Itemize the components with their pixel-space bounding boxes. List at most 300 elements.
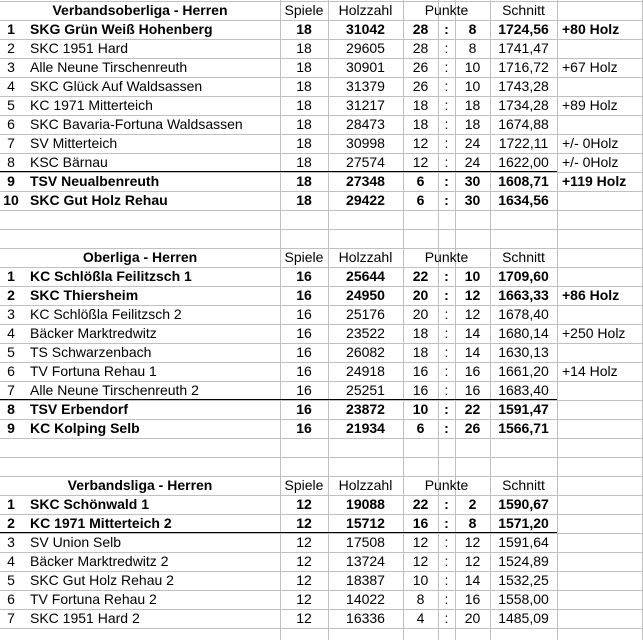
table-row [0,590,643,609]
points-minus-cell: 2 [468,496,477,512]
section-title: Verbandsliga - Herren [67,477,213,493]
rank-cell: 3 [7,534,15,550]
points-minus-cell: 26 [464,420,481,436]
extra-holz-cell: +89 Holz [562,97,618,113]
points-colon: : [444,173,449,189]
rank-cell: 3 [7,59,15,75]
table-row [0,400,643,419]
schnitt-cell: 1741,47 [498,40,549,56]
points-minus-cell: 12 [464,287,481,303]
schnitt-cell: 1566,71 [498,420,549,436]
extra-holz-cell: +250 Holz [562,325,626,341]
rank-cell: 6 [7,116,15,132]
points-plus-cell: 16 [412,382,429,398]
schnitt-cell: 1524,89 [498,553,549,569]
points-colon: : [444,287,449,303]
points-colon: : [444,420,449,436]
extra-holz-cell: +/- 0Holz [562,154,619,170]
gridline-h [0,58,643,59]
points-plus-cell: 4 [416,610,425,626]
schnitt-cell: 1571,20 [498,515,549,531]
extra-holz-cell: +/- 0Holz [562,135,619,151]
gridline-h [0,77,643,78]
holzzahl-cell: 21934 [346,420,385,436]
team-cell: TS Schwarzenbach [30,344,152,360]
extra-holz-cell: +67 Holz [562,59,618,75]
rank-cell: 2 [7,515,15,531]
points-colon: : [444,306,449,322]
points-plus-cell: 18 [412,116,429,132]
spiele-cell: 12 [296,610,312,626]
extra-holz-cell [562,267,643,286]
points-minus-cell: 10 [464,59,481,75]
points-plus-cell: 8 [416,591,425,607]
schnitt-cell: 1590,67 [498,496,549,512]
gridline-h [0,20,643,21]
points-colon: : [444,572,449,588]
gridline-h [0,362,643,363]
points-minus-cell: 18 [464,116,481,132]
gridline-h [0,39,643,40]
extra-holz-cell [562,419,643,438]
holzzahl-cell: 24950 [346,287,385,303]
spiele-cell: 12 [296,591,312,607]
table-row [0,134,643,153]
gridline-h [0,438,643,439]
table-row [0,324,643,343]
rank-cell: 6 [7,363,15,379]
team-cell: SKC Gut Holz Rehau [30,192,168,208]
points-colon: : [444,268,449,284]
gridline-h [0,172,643,173]
points-plus-cell: 26 [412,78,429,94]
holzzahl-cell: 30901 [346,59,385,75]
points-colon: : [444,553,449,569]
rank-cell: 1 [7,496,15,512]
table-row [0,115,643,134]
gridline-h [0,267,643,268]
team-cell: SKC Glück Auf Waldsassen [30,78,203,94]
rank-cell: 3 [7,306,15,322]
extra-holz-cell [562,39,643,58]
extra-holz-cell [562,590,643,609]
spiele-cell: 12 [296,572,312,588]
schnitt-cell: 1608,71 [498,173,549,189]
points-colon: : [444,344,449,360]
team-cell: SKC Thiersheim [30,287,139,303]
points-plus-cell: 16 [412,515,429,531]
schnitt-cell: 1485,09 [498,610,549,626]
spiele-cell: 18 [296,116,312,132]
schnitt-cell: 1683,40 [498,382,549,398]
points-minus-cell: 14 [464,344,481,360]
points-colon: : [444,610,449,626]
holzzahl-cell: 29422 [346,192,385,208]
points-plus-cell: 26 [412,59,429,75]
spiele-cell: 16 [296,325,312,341]
gridline-h [0,514,643,515]
spiele-cell: 18 [296,97,312,113]
points-minus-cell: 30 [464,173,481,189]
spiele-cell: 16 [296,287,312,303]
table-row [0,286,643,305]
points-plus-cell: 6 [416,173,425,189]
spiele-cell: 18 [296,135,312,151]
points-colon: : [444,78,449,94]
schnitt-cell: 1630,13 [498,344,549,360]
spiele-cell: 12 [296,515,312,531]
table-row [0,172,643,191]
gridline-h [0,96,643,97]
schnitt-cell: 1558,00 [498,591,549,607]
extra-holz-cell [562,400,643,419]
points-plus-cell: 6 [416,420,425,436]
rank-cell: 8 [7,154,15,170]
points-minus-cell: 12 [464,553,481,569]
rank-cell: 2 [7,287,15,303]
points-minus-cell: 22 [464,401,481,417]
table-row [0,571,643,590]
holzzahl-cell: 16336 [346,610,385,626]
points-colon: : [444,97,449,113]
table-row [0,77,643,96]
points-plus-cell: 18 [412,325,429,341]
schnitt-cell: 1734,28 [498,97,549,113]
spiele-cell: 18 [296,173,312,189]
table-row [0,58,643,77]
header-schnitt: Schnitt [502,249,545,265]
table-row [0,267,643,286]
rank-cell: 5 [7,97,15,113]
rank-cell: 6 [7,591,15,607]
gridline-h [0,419,643,420]
holzzahl-cell: 25644 [346,268,385,284]
gridline-h [0,590,643,591]
points-plus-cell: 22 [412,268,429,284]
team-cell: TV Fortuna Rehau 1 [30,363,157,379]
gridline-h [0,533,643,534]
team-cell: Bäcker Marktredwitz 2 [30,553,169,569]
header-punkte: Punkte [424,2,469,18]
points-minus-cell: 30 [464,192,481,208]
extra-holz-cell [562,514,643,533]
section-title: Oberliga - Herren [82,249,198,265]
table-row [0,20,643,39]
gridline-h [0,191,643,192]
spiele-cell: 18 [296,59,312,75]
schnitt-cell: 1634,56 [498,192,549,208]
gridline-h [0,400,643,401]
rank-cell: 7 [7,382,15,398]
holzzahl-cell: 23522 [346,325,385,341]
holzzahl-cell: 19088 [346,496,385,512]
extra-holz-cell: +14 Holz [562,363,618,379]
spiele-cell: 18 [296,192,312,208]
team-cell: KC Schlößla Feilitzsch 1 [30,268,192,284]
table-row [0,495,643,514]
spiele-cell: 12 [296,534,312,550]
header-spiele: Spiele [284,249,324,265]
points-colon: : [444,154,449,170]
spiele-cell: 16 [296,420,312,436]
schnitt-cell: 1591,47 [498,401,549,417]
rank-cell: 1 [7,21,15,37]
rank-cell: 7 [7,610,15,626]
points-minus-cell: 8 [468,40,477,56]
header-punkte: Punkte [424,477,469,493]
points-minus-cell: 14 [464,325,481,341]
points-plus-cell: 12 [412,534,429,550]
points-minus-cell: 16 [464,363,481,379]
team-cell: KC 1971 Mitterteich 2 [30,515,172,531]
rank-cell: 5 [7,572,15,588]
table-row [0,343,643,362]
table-row [0,609,643,628]
holzzahl-cell: 18387 [346,572,385,588]
holzzahl-cell: 14022 [346,591,385,607]
rank-cell: 8 [7,401,15,417]
extra-holz-cell [562,191,643,210]
holzzahl-cell: 25251 [346,382,385,398]
spiele-cell: 16 [296,268,312,284]
schnitt-cell: 1709,60 [498,268,549,284]
schnitt-cell: 1663,33 [498,287,549,303]
team-cell: SKC Gut Holz Rehau 2 [30,572,174,588]
extra-holz-cell [562,77,643,96]
rank-cell: 9 [7,420,15,436]
gridline-h [0,571,643,572]
gridline-h [0,324,643,325]
points-minus-cell: 20 [464,610,481,626]
points-colon: : [444,401,449,417]
extra-holz-cell [562,609,643,628]
team-cell: KC 1971 Mitterteich [30,97,153,113]
gridline-h [0,134,643,135]
schnitt-cell: 1674,88 [498,116,549,132]
points-plus-cell: 20 [412,306,429,322]
rank-cell: 10 [3,192,19,208]
points-colon: : [444,496,449,512]
points-minus-cell: 24 [464,135,481,151]
holzzahl-cell: 29605 [346,40,385,56]
holzzahl-cell: 24918 [346,363,385,379]
points-plus-cell: 18 [412,344,429,360]
spiele-cell: 12 [296,496,312,512]
holzzahl-cell: 26082 [346,344,385,360]
holzzahl-cell: 30998 [346,135,385,151]
spiele-cell: 12 [296,553,312,569]
points-plus-cell: 12 [412,553,429,569]
extra-holz-cell [562,552,643,571]
rank-cell: 2 [7,40,15,56]
team-cell: KSC Bärnau [30,154,108,170]
table-row [0,96,643,115]
extra-holz-cell [562,343,643,362]
points-colon: : [444,325,449,341]
points-plus-cell: 6 [416,192,425,208]
header-schnitt: Schnitt [502,2,545,18]
points-plus-cell: 18 [412,97,429,113]
points-minus-cell: 10 [464,78,481,94]
header-holzzahl: Holzzahl [338,249,393,265]
gridline-h [0,495,643,496]
section-header-row [0,476,643,495]
schnitt-cell: 1622,00 [498,154,549,170]
points-minus-cell: 16 [464,591,481,607]
table-row [0,552,643,571]
table-row [0,381,643,400]
table-row [0,514,643,533]
points-plus-cell: 10 [412,401,429,417]
schnitt-cell: 1661,20 [498,363,549,379]
extra-holz-cell [562,305,643,324]
points-minus-cell: 12 [464,306,481,322]
spiele-cell: 16 [296,382,312,398]
rank-cell: 4 [7,553,15,569]
points-minus-cell: 8 [468,21,477,37]
spiele-cell: 16 [296,363,312,379]
points-plus-cell: 22 [412,496,429,512]
points-colon: : [444,116,449,132]
schnitt-cell: 1591,64 [498,534,549,550]
gridline-h [0,381,643,382]
table-row [0,39,643,58]
header-spiele: Spiele [284,2,324,18]
header-holzzahl: Holzzahl [338,2,393,18]
team-cell: KC Kolping Selb [30,420,140,436]
points-minus-cell: 14 [464,572,481,588]
rank-cell: 7 [7,135,15,151]
schnitt-cell: 1716,72 [498,59,549,75]
spiele-cell: 18 [296,78,312,94]
gridline-h [0,457,643,458]
extra-holz-cell [562,495,643,514]
holzzahl-cell: 23872 [346,401,385,417]
points-minus-cell: 16 [464,382,481,398]
team-cell: SKC Schönwald 1 [30,496,150,512]
points-plus-cell: 10 [412,572,429,588]
gridline-h [0,1,643,2]
points-plus-cell: 12 [412,135,429,151]
points-colon: : [444,515,449,531]
team-cell: SKG Grün Weiß Hohenberg [30,21,213,37]
team-cell: TSV Neualbenreuth [30,173,160,189]
points-colon: : [444,382,449,398]
spiele-cell: 18 [296,21,312,37]
table-row [0,305,643,324]
schnitt-cell: 1743,28 [498,78,549,94]
header-punkte: Punkte [424,249,469,265]
team-cell: TV Fortuna Rehau 2 [30,591,157,607]
gridline-h [0,552,643,553]
schnitt-cell: 1678,40 [498,306,549,322]
gridline-h [0,305,643,306]
rank-cell: 9 [7,173,15,189]
team-cell: Alle Neune Tirschenreuth [30,59,188,75]
points-colon: : [444,21,449,37]
gridline-h [0,248,643,249]
schnitt-cell: 1532,25 [498,572,549,588]
holzzahl-cell: 27348 [346,173,385,189]
gridline-h [0,286,643,287]
rank-cell: 5 [7,344,15,360]
team-cell: KC Schlößla Feilitzsch 2 [30,306,182,322]
gridline-h [0,229,643,230]
points-colon: : [444,591,449,607]
table-row [0,362,643,381]
team-cell: SV Union Selb [30,534,122,550]
spiele-cell: 16 [296,306,312,322]
extra-holz-cell: +86 Holz [562,287,620,303]
team-cell: Alle Neune Tirschenreuth 2 [30,382,199,398]
points-minus-cell: 18 [464,97,481,113]
holzzahl-cell: 31042 [346,21,385,37]
team-cell: SKC 1951 Hard [30,40,129,56]
points-minus-cell: 12 [464,534,481,550]
header-holzzahl: Holzzahl [338,477,393,493]
holzzahl-cell: 28473 [346,116,385,132]
points-plus-cell: 28 [412,40,429,56]
gridline-h [0,343,643,344]
spiele-cell: 18 [296,40,312,56]
spiele-cell: 16 [296,344,312,360]
section-title: Verbandsoberliga - Herren [52,2,228,18]
schnitt-cell: 1680,14 [498,325,549,341]
table-row [0,419,643,438]
rank-cell: 1 [7,268,15,284]
points-colon: : [444,192,449,208]
points-colon: : [444,363,449,379]
gridline-h [0,476,643,477]
table-row [0,533,643,552]
gridline-h [0,115,643,116]
schnitt-cell: 1722,11 [498,135,549,151]
holzzahl-cell: 27574 [346,154,385,170]
holzzahl-cell: 15712 [346,515,385,531]
section-header-row [0,248,643,267]
points-plus-cell: 12 [412,154,429,170]
gridline-h [0,609,643,610]
team-cell: TSV Erbendorf [30,401,129,417]
extra-holz-cell [562,571,643,590]
holzzahl-cell: 31379 [346,78,385,94]
extra-holz-cell [562,381,643,400]
spiele-cell: 18 [296,154,312,170]
rank-cell: 4 [7,78,15,94]
header-schnitt: Schnitt [502,477,545,493]
points-minus-cell: 10 [464,268,481,284]
table-row [0,191,643,210]
rank-cell: 4 [7,325,15,341]
team-cell: SKC 1951 Hard 2 [30,610,140,626]
gridline-h [0,628,643,629]
holzzahl-cell: 25176 [346,306,385,322]
points-colon: : [444,534,449,550]
team-cell: SV Mitterteich [30,135,118,151]
holzzahl-cell: 17508 [346,534,385,550]
points-colon: : [444,135,449,151]
points-plus-cell: 20 [412,287,429,303]
spiele-cell: 16 [296,401,312,417]
extra-holz-cell [562,115,643,134]
holzzahl-cell: 13724 [346,553,385,569]
extra-holz-cell: +80 Holz [562,21,620,37]
points-plus-cell: 16 [412,363,429,379]
extra-holz-cell: +119 Holz [562,173,627,189]
gridline-h [0,153,643,154]
points-colon: : [444,59,449,75]
table-row [0,153,643,172]
